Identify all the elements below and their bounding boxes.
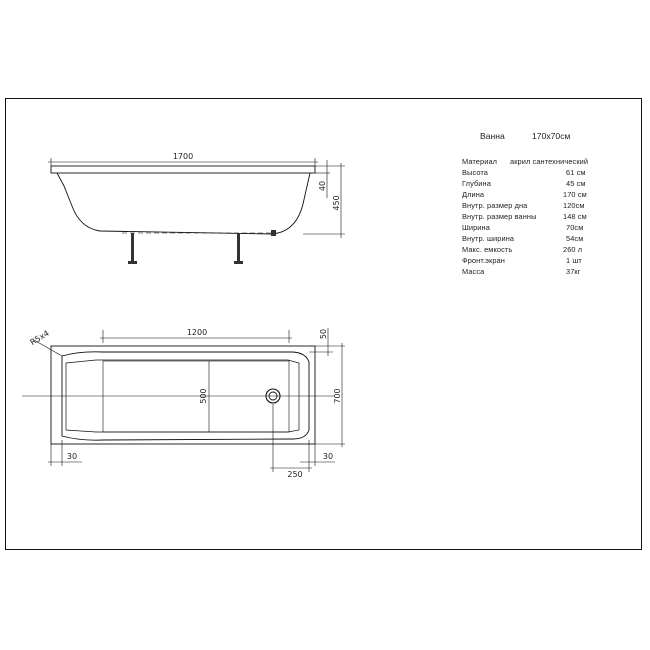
dimension-rim-top-label: 50	[319, 328, 328, 340]
dimension-left-margin-label: 30	[66, 452, 78, 461]
spec-value: акрил сантехнический	[510, 157, 589, 166]
spec-title-size: 170х70см	[532, 131, 571, 141]
spec-label: Макс. емкость	[462, 245, 513, 254]
spec-label: Ширина	[462, 223, 490, 232]
spec-label: Внутр. ширина	[462, 234, 515, 243]
side-view-rim	[51, 166, 315, 173]
dimension-radius-label: R5x4	[28, 328, 51, 348]
top-view-floor-flat	[103, 361, 289, 432]
dimension-height-label: 450	[332, 195, 341, 211]
dimension-right-margin-label: 30	[322, 452, 334, 461]
top-view	[22, 328, 345, 472]
spec-value: 45 см	[566, 179, 586, 188]
spec-label: Высота	[462, 168, 488, 177]
spec-title-name: Ванна	[480, 131, 505, 141]
dimension-inner-width-label: 500	[199, 388, 208, 404]
side-view	[48, 158, 345, 264]
dimension-length-label: 1700	[172, 152, 194, 161]
spec-value: 54см	[566, 234, 584, 243]
spec-label: Внутр. размер ванны	[462, 212, 537, 221]
side-view-leg-right	[237, 233, 240, 264]
spec-value: 37кг	[566, 267, 581, 276]
spec-value: 260 л	[563, 245, 583, 254]
spec-label: Длина	[462, 190, 485, 199]
spec-value: 170 см	[563, 190, 587, 199]
spec-value: 148 см	[563, 212, 587, 221]
spec-value: 120см	[563, 201, 585, 210]
spec-value: 1 шт	[566, 256, 582, 265]
spec-value: 61 см	[566, 168, 586, 177]
side-view-foot-right	[234, 261, 243, 264]
side-view-drain	[271, 230, 276, 236]
side-view-body	[57, 173, 310, 234]
spec-label: Материал	[462, 157, 498, 166]
dimension-width-label: 700	[333, 388, 342, 404]
side-view-leg-left	[131, 233, 134, 264]
dimension-rim-label: 40	[318, 180, 327, 192]
dimension-drain-label: 250	[287, 470, 303, 479]
dimension-bottom-label: 1200	[186, 328, 208, 337]
side-view-foot-left	[128, 261, 137, 264]
spec-label: Фронт.экран	[462, 256, 505, 265]
spec-label: Глубина	[462, 179, 491, 188]
spec-label: Внутр. размер дна	[462, 201, 528, 210]
spec-label: Масса	[462, 267, 485, 276]
spec-value: 70см	[566, 223, 584, 232]
